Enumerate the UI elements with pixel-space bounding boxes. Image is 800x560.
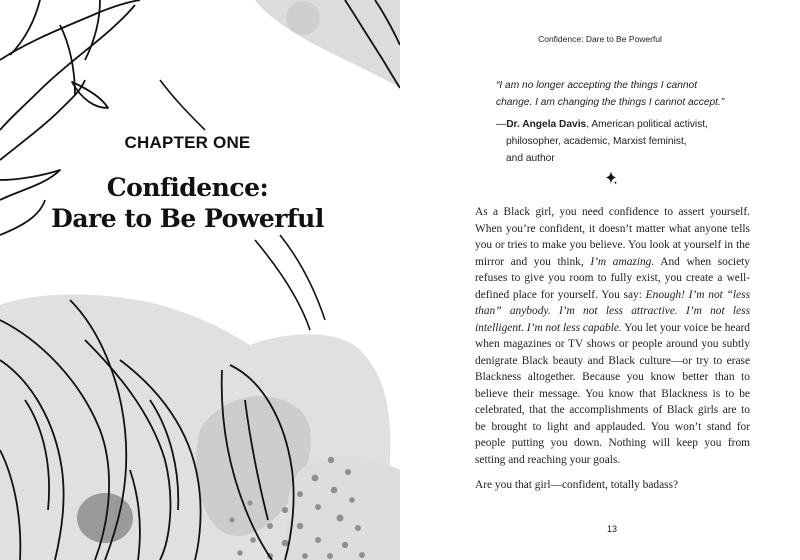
attribution-line-3: and author (506, 153, 555, 164)
chapter-label: CHAPTER ONE (124, 133, 251, 152)
paragraph-1-text-a: As a Black girl, you need confidence to assert yourself. When you’re confident, it doesn’t matter what anyone tells you or tries to make you believe. You look at yourself in the mirror and you think, (475, 206, 750, 268)
attribution-dash: — (496, 119, 507, 130)
attribution-description: , American political activist, (586, 119, 708, 130)
epigraph-line-2: change. I am changing the things I cannot accept.” (496, 97, 725, 108)
body-text (475, 204, 750, 503)
paragraph-1-italic-b: Enough! I’m not “less than” anybody. I’m not less attractive. I’m not less intelligent. I’m not less capable. (475, 288, 751, 334)
right-page (400, 0, 800, 560)
chapter-title (0, 172, 375, 234)
paragraph-1-text-c: You let your voice be heard when magazines or TV shows or people around you subtly denigrate Black beauty and Black culture—or try to erase Blackness altogether. Because you know better than to believe their message. You know that Blackness is to be celebrated, that the accomplishments of Black girls are to be brought to light and applauded. You won’t stand for people putting you down. Nothing will keep you from setting and reaching your goals. (475, 321, 750, 466)
paragraph-1 (475, 204, 750, 468)
paragraph-1-text-b: And when society refuses to give you room to fully exist, you create a well-defined place for yourself. You say: (475, 255, 750, 301)
top-gray-circle (286, 1, 320, 35)
chapter-title-line-2: Dare to Be Powerful (51, 204, 324, 233)
attribution-line-1 (496, 116, 766, 133)
dark-gray-blob (77, 493, 133, 543)
epigraph-attribution (496, 116, 766, 167)
paragraph-1-italic-a: I’m amazing. (590, 255, 655, 268)
attribution-line-2: philosopher, academic, Marxist feminist, (506, 136, 687, 147)
epigraph-quote (496, 77, 756, 111)
epigraph-line-1: “I am no longer accepting the things I cannot (496, 80, 698, 91)
attribution-name: Dr. Angela Davis (506, 119, 587, 130)
running-head: Confidence: Dare to Be Powerful (538, 34, 662, 44)
page-number: 13 (606, 524, 617, 534)
chapter-title-line-1: Confidence: (106, 173, 269, 202)
sparkle-icon (604, 170, 618, 186)
top-gray-shape (255, 0, 400, 88)
paragraph-2: Are you that girl—confident, totally badass? (475, 479, 679, 491)
